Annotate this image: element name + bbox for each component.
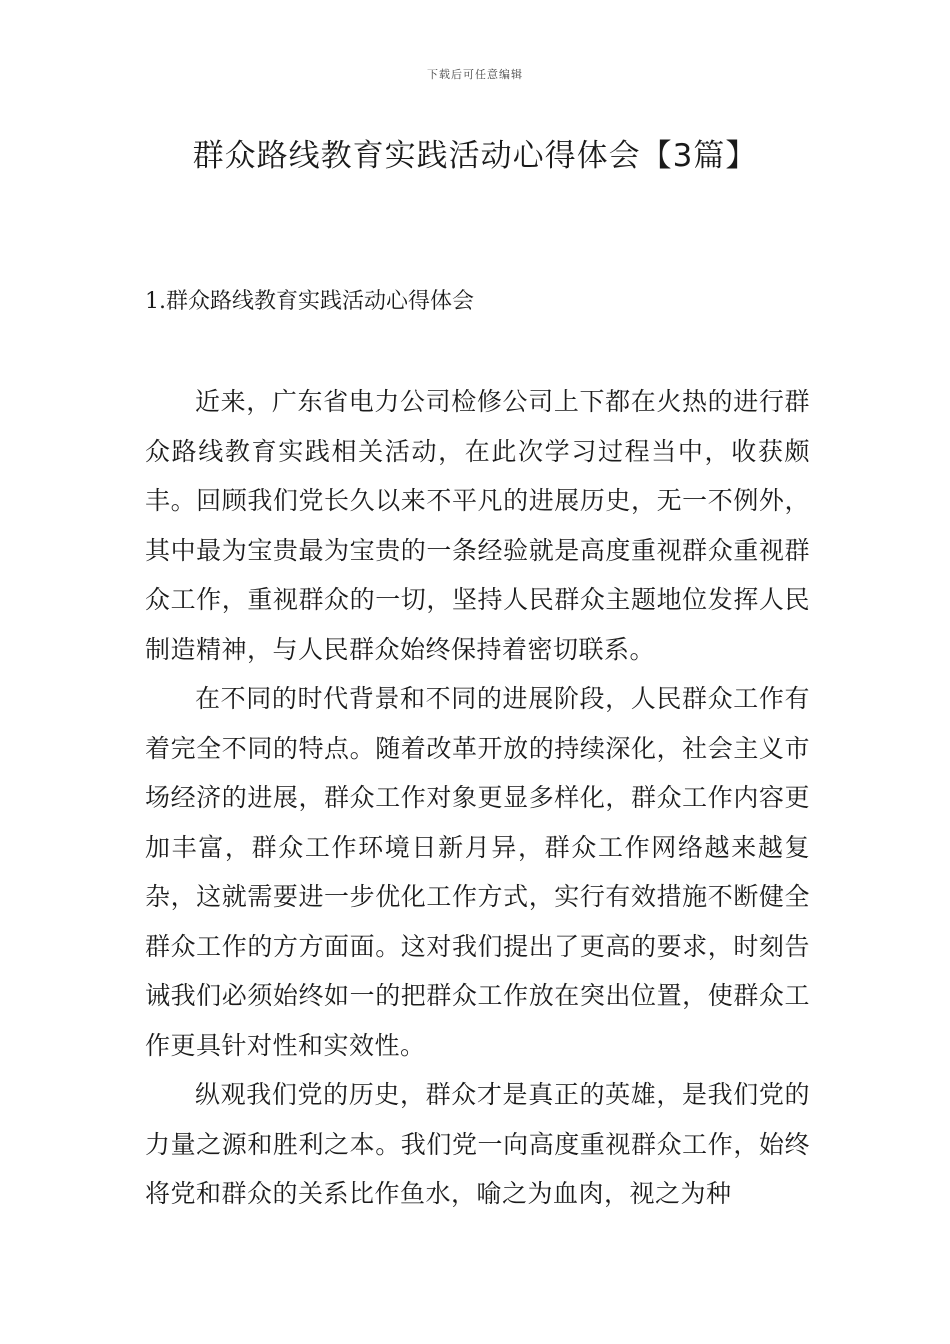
paragraph: 近来，广东省电力公司检修公司上下都在火热的进行群众路线教育实践相关活动，在此次学习过程当中，收获颇丰。回顾我们党长久以来不平凡的进展历史，无一不例外，其中最为宝贵最为宝贵的一条经验就是高度重视群众重视群众工作，重视群众的一切，坚持人民群众主题地位发挥人民制造精神，与人民群众始终保持着密切联系。 <box>145 387 810 664</box>
document-body <box>145 377 810 1219</box>
header-note: 下载后可任意编辑 <box>427 68 523 81</box>
paragraph: 在不同的时代背景和不同的进展阶段，人民群众工作有着完全不同的特点。随着改革开放的持续深化，社会主义市场经济的进展，群众工作对象更显多样化，群众工作内容更加丰富，群众工作环境日新月异，群众工作网络越来越复杂，这就需要进一步优化工作方式，实行有效措施不断健全群众工作的方方面面。这对我们提出了更高的要求，时刻告诫我们必须始终如一的把群众工作放在突出位置，使群众工作更具针对性和实效性。 <box>145 684 810 1060</box>
paragraph: 纵观我们党的历史，群众才是真正的英雄，是我们党的力量之源和胜利之本。我们党一向高度重视群众工作，始终将党和群众的关系比作鱼水，喻之为血肉，视之为种 <box>145 1080 810 1208</box>
section-heading: 1.群众路线教育实践活动心得体会 <box>145 289 474 314</box>
document-title: 群众路线教育实践活动心得体会【3篇】 <box>192 138 758 174</box>
